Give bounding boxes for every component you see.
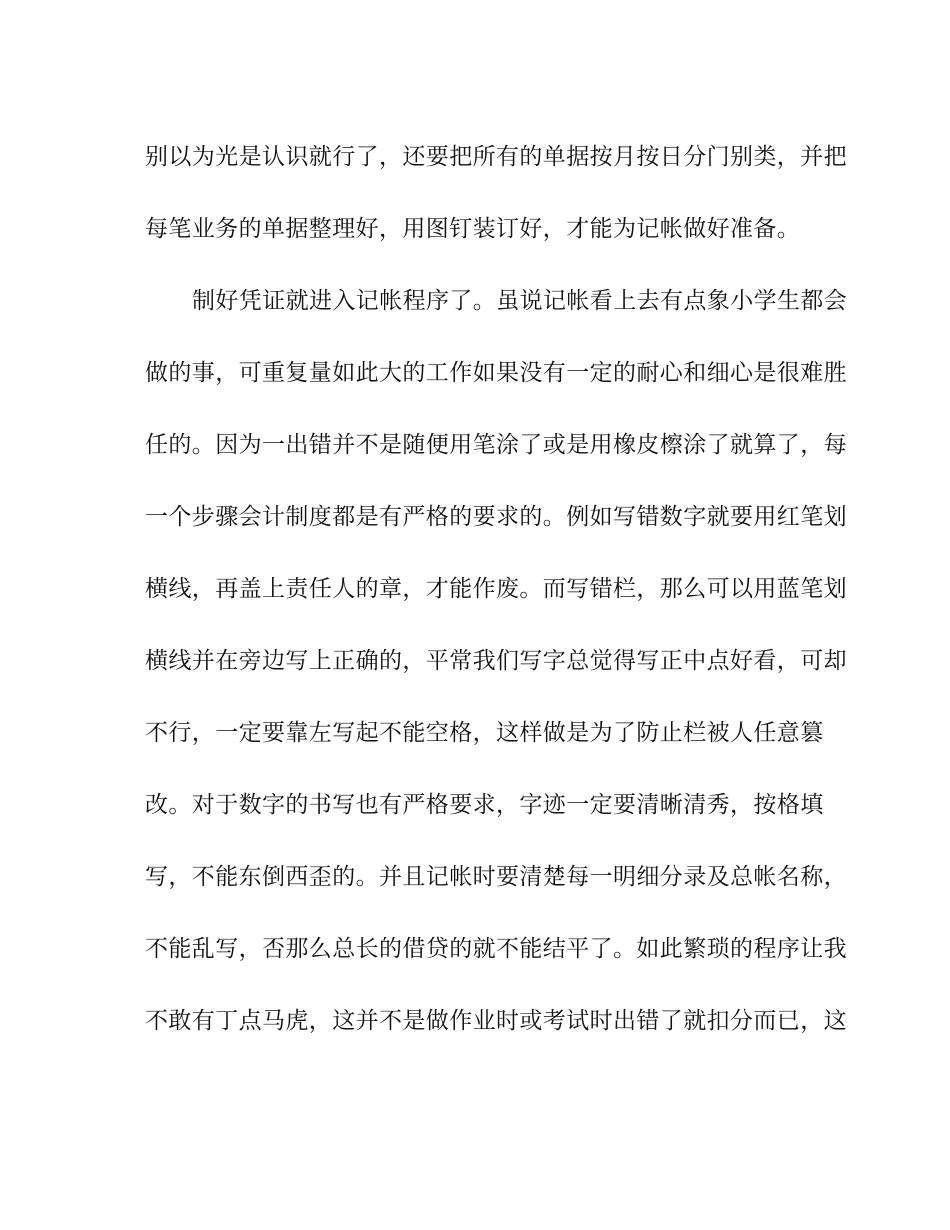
- text-line-7: 横线，再盖上责任人的章，才能作废。而写错栏，那么可以用蓝笔划: [145, 576, 847, 602]
- text-line-10: 改。对于数字的书写也有严格要求，字迹一定要清晰清秀，按格填: [145, 792, 824, 818]
- text-line-1: 别以为光是认识就行了，还要把所有的单据按月按日分门别类，并把: [145, 144, 847, 170]
- text-line-6: 一个步骤会计制度都是有严格的要求的。例如写错数字就要用红笔划: [145, 504, 847, 530]
- text-line-4: 做的事，可重复量如此大的工作如果没有一定的耐心和细心是很难胜: [145, 360, 847, 386]
- text-line-5: 任的。因为一出错并不是随便用笔涂了或是用橡皮檫涂了就算了，每: [145, 432, 847, 458]
- text-line-8: 横线并在旁边写上正确的，平常我们写字总觉得写正中点好看，可却: [145, 648, 847, 674]
- text-line-2: 每笔业务的单据整理好，用图钉装订好，才能为记帐做好准备。: [145, 216, 801, 242]
- text-line-9: 不行，一定要靠左写起不能空格，这样做是为了防止栏被人任意篡: [145, 720, 824, 746]
- text-line-3: 制好凭证就进入记帐程序了。虽说记帐看上去有点象小学生都会: [192, 288, 848, 314]
- text-line-12: 不能乱写，否那么总长的借贷的就不能结平了。如此繁琐的程序让我: [145, 936, 847, 962]
- text-line-13: 不敢有丁点马虎，这并不是做作业时或考试时出错了就扣分而已，这: [145, 1008, 847, 1034]
- text-line-11: 写，不能东倒西歪的。并且记帐时要清楚每一明细分录及总帐名称，: [145, 864, 847, 890]
